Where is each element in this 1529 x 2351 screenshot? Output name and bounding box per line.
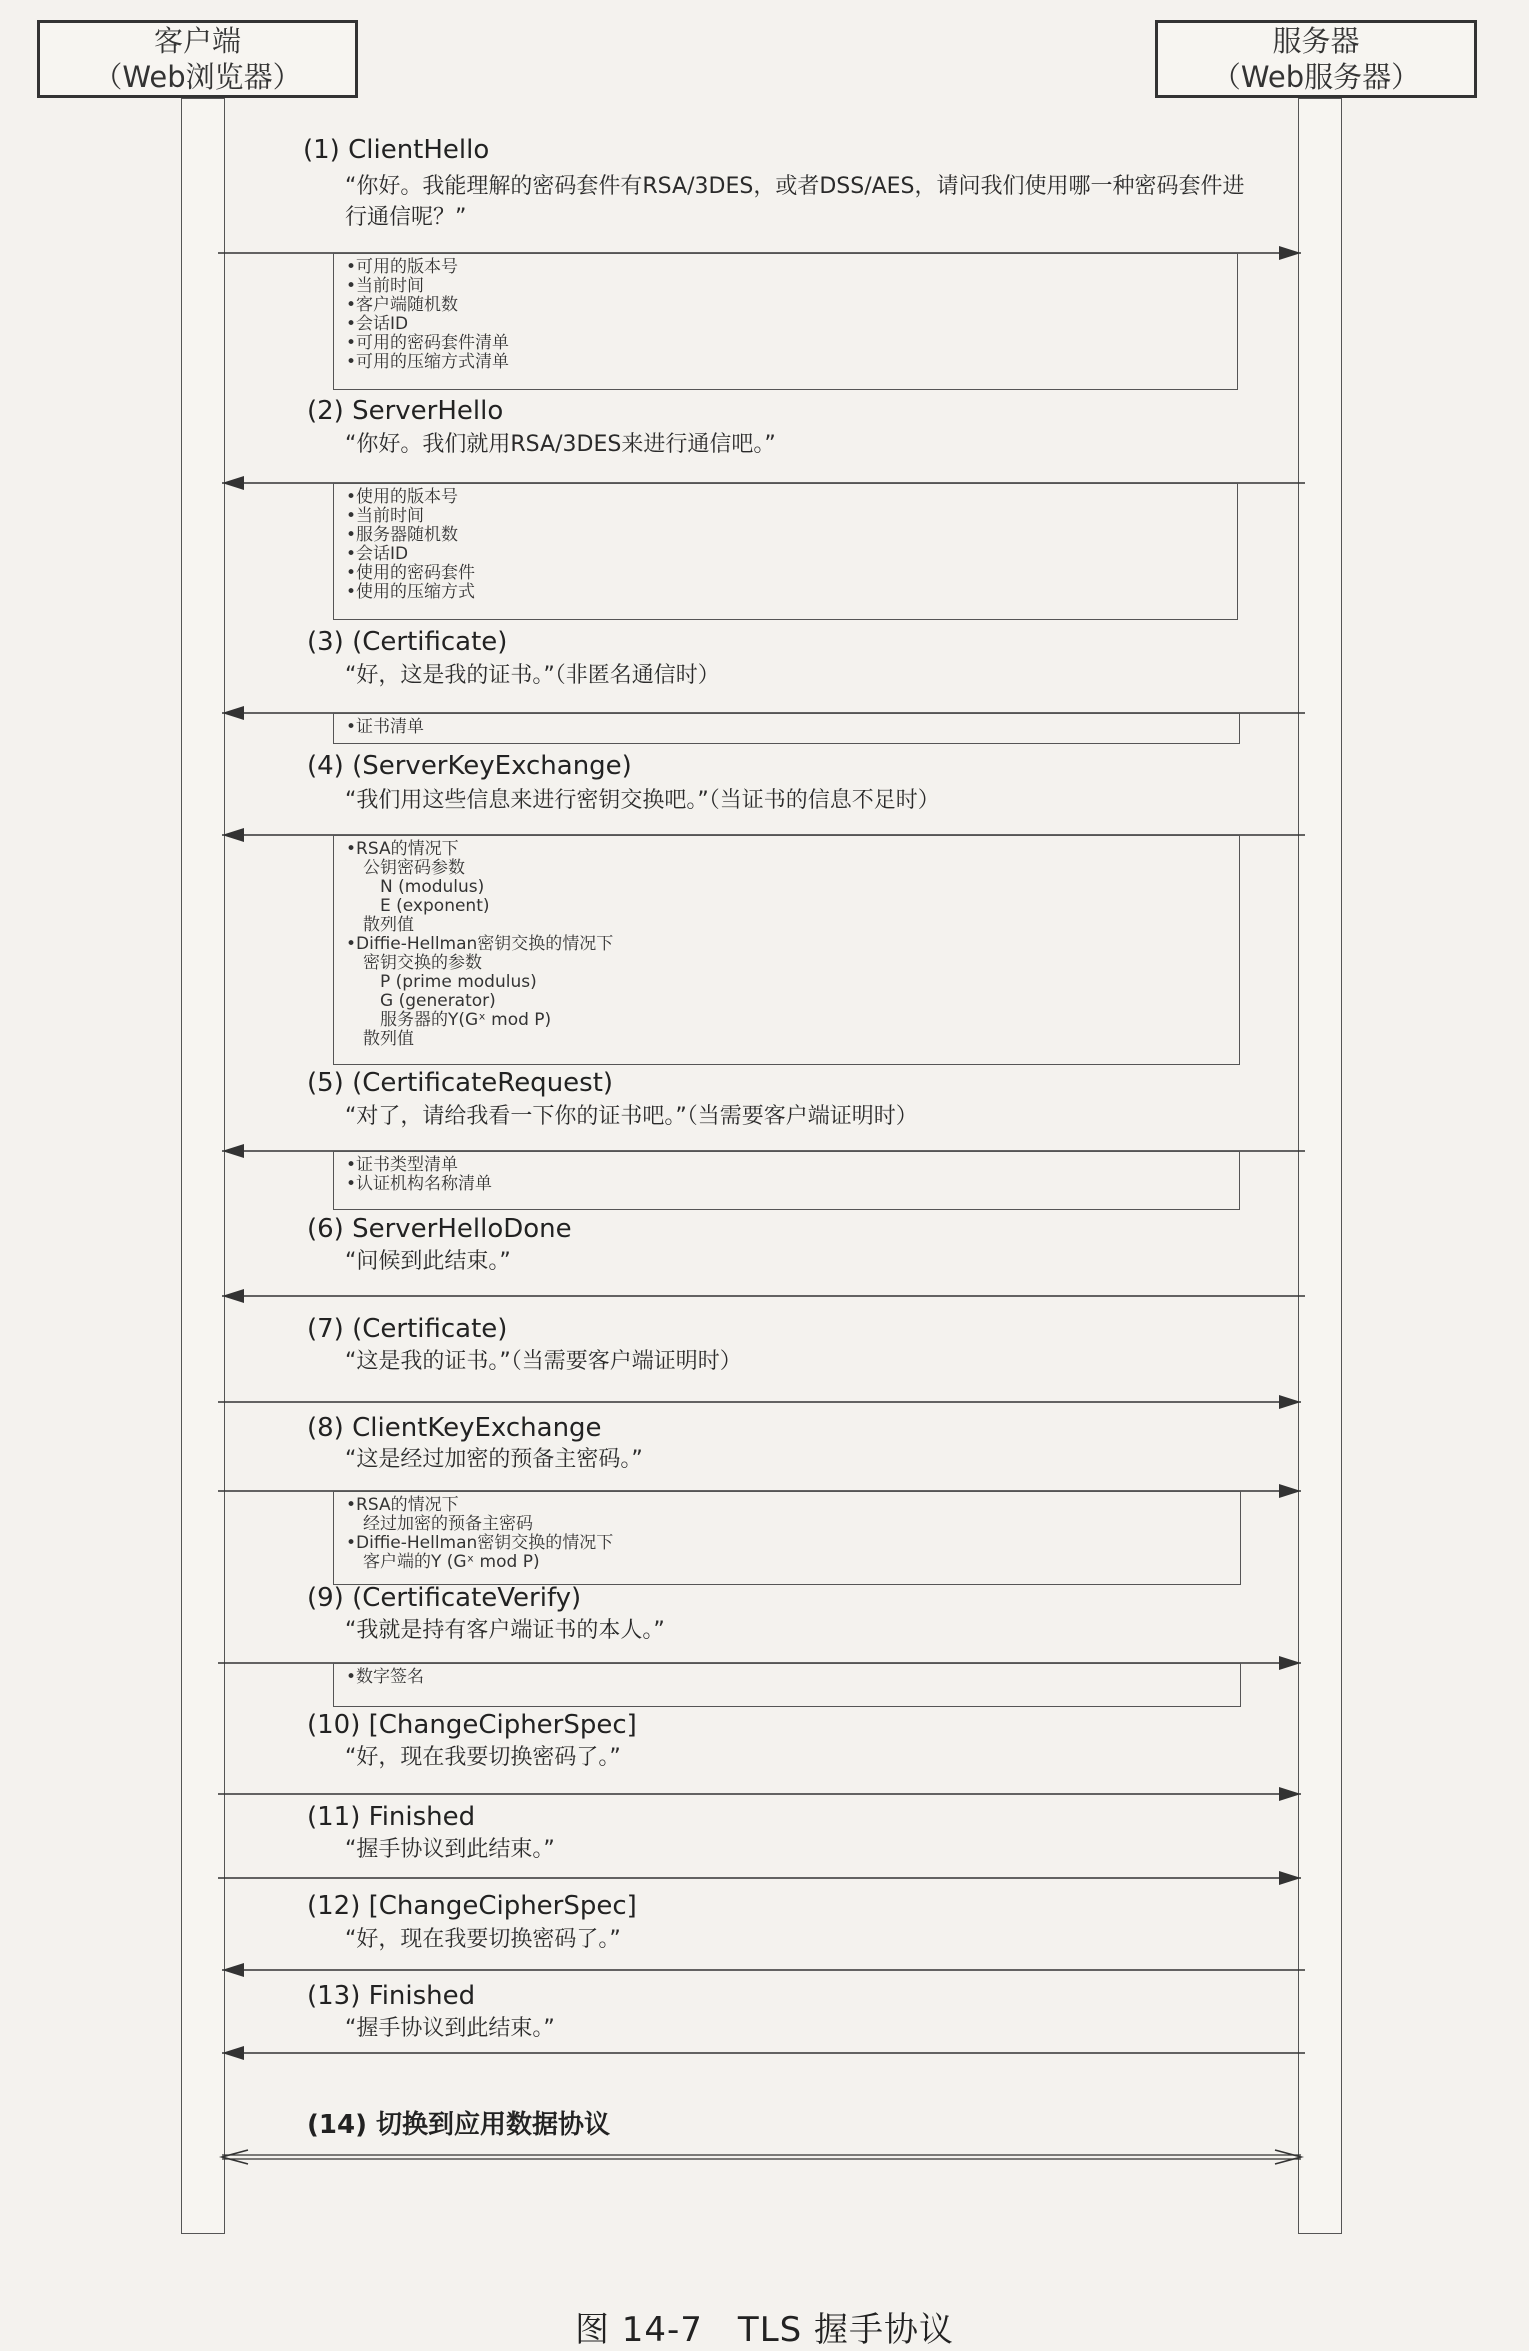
param-item: •证书清单 [346, 717, 425, 737]
message-quote: “你好。我能理解的密码套件有RSA/3DES，或者DSS/AES，请问我们使用哪一种密码套件进行通信呢？” [345, 174, 1245, 230]
param-item: N (modulus) [346, 877, 485, 897]
param-item: •证书类型清单 [346, 1155, 459, 1175]
param-item: 公钥密码参数 [346, 858, 465, 878]
param-item: P (prime modulus) [346, 972, 537, 992]
arrow-head [222, 706, 244, 720]
message-params-box [333, 835, 1240, 1065]
param-item: G (generator) [346, 991, 496, 1011]
param-item: •可用的密码套件清单 [346, 333, 510, 353]
param-item: •会话ID [346, 544, 409, 564]
param-item: •认证机构名称清单 [346, 1174, 493, 1194]
param-item: •使用的压缩方式 [346, 582, 476, 602]
message-title: (2) ServerHello [307, 396, 504, 426]
arrow-head [222, 1289, 244, 1303]
arrow-head [1279, 1787, 1301, 1801]
param-item: •使用的版本号 [346, 487, 459, 507]
message-title: (4) (ServerKeyExchange) [307, 751, 632, 781]
param-item: 经过加密的预备主密码 [346, 1514, 533, 1534]
message-params-box [333, 713, 1240, 744]
client-sublabel: （Web浏览器） [93, 60, 302, 94]
arrow-head [1279, 1871, 1301, 1885]
param-item: •客户端随机数 [346, 295, 459, 315]
param-item: 散列值 [346, 915, 414, 935]
param-item: •使用的密码套件 [346, 563, 476, 583]
param-item: •Diffie-Hellman密钥交换的情况下 [346, 1533, 614, 1553]
message-title: (9) (CertificateVerify) [307, 1583, 582, 1613]
message-quote: “好，这是我的证书。”（非匿名通信时） [345, 663, 720, 688]
arrow-head [1279, 1484, 1301, 1498]
param-item: •当前时间 [346, 506, 425, 526]
server-label: 服务器 [1272, 24, 1360, 58]
param-item: •RSA的情况下 [346, 839, 459, 859]
message-quote: “我就是持有客户端证书的本人。” [345, 1618, 665, 1643]
param-item: •会话ID [346, 314, 409, 334]
message-quote: “握手协议到此结束。” [345, 1837, 555, 1862]
param-item: 服务器的Y(Gˣ mod P) [346, 1010, 552, 1030]
message-title: (3) (Certificate) [307, 627, 508, 657]
arrow-head [222, 1144, 244, 1158]
param-item: 散列值 [346, 1029, 414, 1049]
message-title: (8) ClientKeyExchange [307, 1413, 602, 1443]
arrow-head [222, 2046, 244, 2060]
arrow-head [222, 828, 244, 842]
message-quote: “你好。我们就用RSA/3DES来进行通信吧。” [345, 432, 776, 457]
param-item: 密钥交换的参数 [346, 953, 482, 973]
server-sublabel: （Web服务器） [1211, 60, 1421, 94]
param-item: •RSA的情况下 [346, 1495, 459, 1515]
message-title: (10) [ChangeCipherSpec] [307, 1710, 637, 1740]
arrow-head [1279, 1656, 1301, 1670]
message-title: (1) ClientHello [303, 135, 490, 165]
figure-caption: 图 14-7 TLS 握手协议 [574, 2310, 955, 2350]
message-title: (12) [ChangeCipherSpec] [307, 1891, 637, 1921]
open-arrow-head [1275, 2150, 1301, 2164]
param-item: •数字签名 [346, 1667, 425, 1687]
param-item: •服务器随机数 [346, 525, 459, 545]
message-title: (5) (CertificateRequest) [307, 1068, 614, 1098]
param-item: 客户端的Y (Gˣ mod P) [346, 1552, 540, 1572]
message-quote: “问候到此结束。” [345, 1249, 511, 1274]
message-quote: “这是我的证书。”（当需要客户端证明时） [345, 1349, 742, 1374]
message-title: (13) Finished [307, 1981, 476, 2011]
message-quote: “好，现在我要切换密码了。” [345, 1927, 621, 1952]
message-title: (6) ServerHelloDone [307, 1214, 572, 1244]
message-quote: “好，现在我要切换密码了。” [345, 1745, 621, 1770]
message-quote: “对了，请给我看一下你的证书吧。”（当需要客户端证明时） [345, 1104, 918, 1129]
arrow-head [222, 1963, 244, 1977]
message-params-box [333, 483, 1238, 620]
message-quote: “我们用这些信息来进行密钥交换吧。”（当证书的信息不足时） [345, 788, 940, 813]
param-item: •当前时间 [346, 276, 425, 296]
open-arrow-head [222, 2150, 248, 2164]
message-params-box [333, 253, 1238, 390]
arrow-head [1279, 1395, 1301, 1409]
message-title: (7) (Certificate) [307, 1314, 508, 1344]
client-label: 客户端 [153, 24, 241, 58]
message-title: (11) Finished [307, 1802, 476, 1832]
param-item: •可用的版本号 [346, 257, 459, 277]
arrow-head [1279, 246, 1301, 260]
arrow-head [222, 476, 244, 490]
message-quote: “握手协议到此结束。” [345, 2016, 555, 2041]
param-item: E (exponent) [346, 896, 490, 916]
param-item: •Diffie-Hellman密钥交换的情况下 [346, 934, 614, 954]
message-params-box [333, 1151, 1240, 1210]
message-quote: “这是经过加密的预备主密码。” [345, 1447, 643, 1472]
param-item: •可用的压缩方式清单 [346, 352, 510, 372]
message-params-box [333, 1663, 1241, 1707]
message-params-box [333, 1491, 1241, 1585]
message-title: (14) 切换到应用数据协议 [307, 2110, 610, 2140]
